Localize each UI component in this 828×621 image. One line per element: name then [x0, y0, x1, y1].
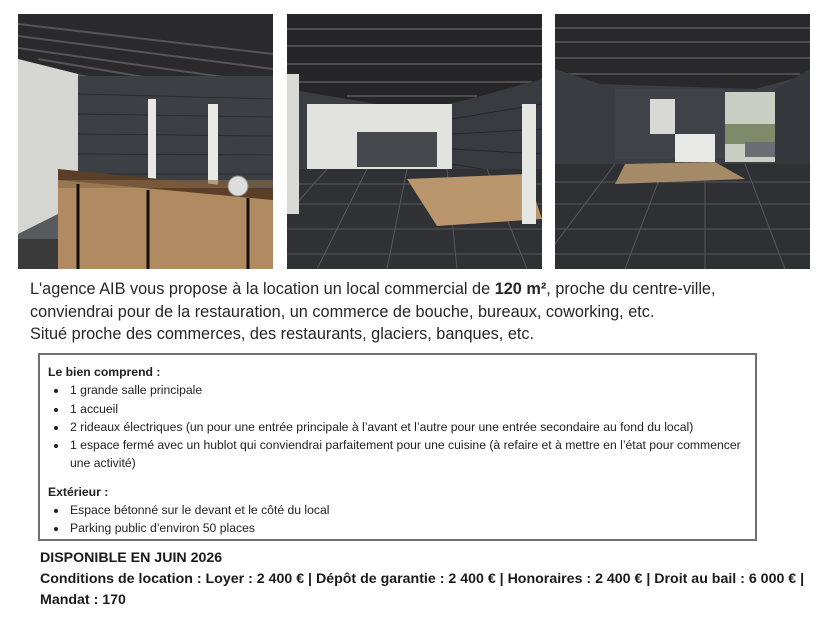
conditions: Conditions de location : Loyer : 2 400 € | Dépôt de garantie : 2 400 € | Honoraires : 2 400 € | Droit au bail : 6 000 € | Mandat : 170	[40, 571, 805, 608]
list-item: • 2 rideaux électriques (un pour une entrée principale à l’avant et l’autre pour une entrée secondaire au fond du local)	[68, 418, 747, 436]
features-heading: Le bien comprend :	[48, 365, 161, 379]
list-item: • 1 espace fermé avec un hublot qui conviendrai parfaitement pour une cuisine (à refaire et à mettre en l’état pour commencer une activité)	[68, 436, 747, 473]
exterior-list	[48, 501, 747, 538]
interior-photo-main-hall	[287, 14, 542, 269]
rental-conditions	[40, 548, 810, 611]
list-item: • 1 grande salle principale	[68, 381, 747, 399]
list-item: • 1 accueil	[68, 400, 747, 418]
exterior-heading: Extérieur :	[48, 484, 109, 499]
intro-line-1: L'agence AIB vous propose à la location un local commercial de 120 m², proche du centre-ville,	[30, 280, 716, 298]
list-item: • Espace bétonné sur le devant et le côté du local	[68, 501, 747, 519]
intro-line-3: Situé proche des commerces, des restaurants, glaciers, banques, etc.	[30, 325, 535, 343]
features-list	[48, 381, 747, 472]
intro-line-2: conviendrai pour de la restauration, un commerce de bouche, bureaux, coworking, etc.	[30, 302, 655, 321]
list-item: • Parking public d’environ 50 places	[68, 519, 747, 537]
availability: DISPONIBLE EN JUIN 2026	[40, 550, 223, 566]
surface-value: 120 m²	[494, 280, 547, 298]
intro-paragraph	[30, 278, 820, 346]
features-box	[38, 353, 757, 541]
interior-photo-counter	[18, 14, 273, 269]
interior-photo-entrance	[555, 14, 810, 269]
